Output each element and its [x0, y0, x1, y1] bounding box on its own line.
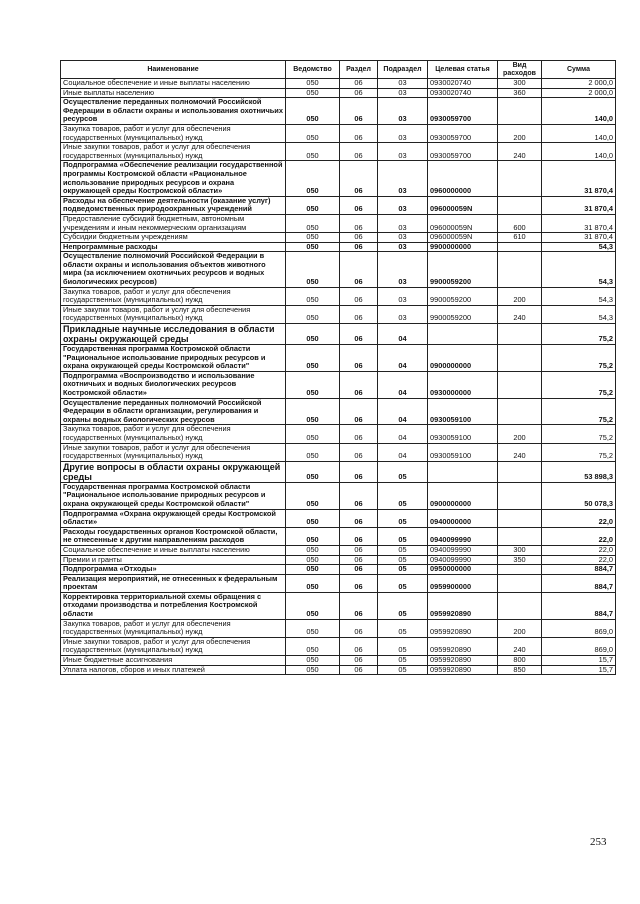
row-target-article: 0959900000 — [428, 574, 498, 592]
row-subsection: 05 — [378, 574, 428, 592]
row-target-article: 0940099990 — [428, 555, 498, 565]
row-sum: 15,7 — [542, 665, 616, 675]
row-expense-type: 200 — [498, 425, 542, 443]
row-section: 06 — [340, 619, 378, 637]
row-department: 050 — [286, 665, 340, 675]
row-department: 050 — [286, 233, 340, 243]
row-subsection: 03 — [378, 196, 428, 214]
row-subsection: 03 — [378, 242, 428, 252]
row-name: Иные выплаты населению — [61, 88, 286, 98]
row-department: 050 — [286, 443, 340, 461]
row-target-article: 0940099990 — [428, 527, 498, 545]
row-expense-type — [498, 398, 542, 425]
header-ved: Ведомство — [286, 61, 340, 79]
row-department: 050 — [286, 371, 340, 398]
row-department: 050 — [286, 425, 340, 443]
row-section: 06 — [340, 79, 378, 89]
row-subsection: 05 — [378, 656, 428, 666]
row-department: 050 — [286, 482, 340, 509]
row-target-article: 0930059700 — [428, 98, 498, 125]
row-name: Иные закупки товаров, работ и услуг для обеспечения государственных (муниципальных) нужд — [61, 637, 286, 655]
row-name: Предоставление субсидий бюджетным, автономным учреждениям и иным некоммерческим организациям — [61, 214, 286, 232]
row-sum: 22,0 — [542, 527, 616, 545]
table-row — [61, 79, 616, 89]
row-sum: 884,7 — [542, 565, 616, 575]
row-expense-type: 850 — [498, 665, 542, 675]
row-expense-type: 800 — [498, 656, 542, 666]
row-target-article: 0900000000 — [428, 345, 498, 372]
row-section: 06 — [340, 637, 378, 655]
row-subsection: 05 — [378, 592, 428, 619]
header-sum: Сумма — [542, 61, 616, 79]
row-subsection: 03 — [378, 252, 428, 287]
row-department: 050 — [286, 161, 340, 196]
row-section: 06 — [340, 443, 378, 461]
row-expense-type: 200 — [498, 124, 542, 142]
row-target-article — [428, 461, 498, 482]
row-expense-type — [498, 345, 542, 372]
row-department: 050 — [286, 345, 340, 372]
row-name: Социальное обеспечение и иные выплаты населению — [61, 79, 286, 89]
table-row — [61, 482, 616, 509]
row-section: 06 — [340, 545, 378, 555]
row-name: Корректировка территориальной схемы обращения с отходами производства и потребления Костромской области — [61, 592, 286, 619]
row-sum: 31 870,4 — [542, 214, 616, 232]
row-subsection: 05 — [378, 461, 428, 482]
row-department: 050 — [286, 287, 340, 305]
row-section: 06 — [340, 124, 378, 142]
row-sum: 884,7 — [542, 592, 616, 619]
row-name: Реализация мероприятий, не отнесенных к федеральным проектам — [61, 574, 286, 592]
row-name: Закупка товаров, работ и услуг для обеспечения государственных (муниципальных) нужд — [61, 287, 286, 305]
row-name: Непрограммные расходы — [61, 242, 286, 252]
row-name: Премии и гранты — [61, 555, 286, 565]
row-target-article: 9900059200 — [428, 305, 498, 323]
row-subsection: 04 — [378, 345, 428, 372]
row-section: 06 — [340, 371, 378, 398]
row-target-article: 096000059N — [428, 196, 498, 214]
row-name: Расходы государственных органов Костромской области, не отнесенные к другим направлениям расходов — [61, 527, 286, 545]
row-sum: 54,3 — [542, 305, 616, 323]
row-subsection: 03 — [378, 161, 428, 196]
row-name: Подпрограмма «Воспроизводство и использование охотничьих и водных биологических ресурсов Костромской области» — [61, 371, 286, 398]
row-sum: 140,0 — [542, 98, 616, 125]
row-sum: 53 898,3 — [542, 461, 616, 482]
table-row — [61, 592, 616, 619]
row-section: 06 — [340, 482, 378, 509]
row-sum: 54,3 — [542, 252, 616, 287]
row-sum: 75,2 — [542, 324, 616, 345]
table-body — [61, 79, 616, 675]
row-section: 06 — [340, 656, 378, 666]
row-department: 050 — [286, 509, 340, 527]
row-target-article: 9900059200 — [428, 287, 498, 305]
table-row — [61, 214, 616, 232]
row-expense-type — [498, 98, 542, 125]
row-subsection: 05 — [378, 637, 428, 655]
table-row — [61, 637, 616, 655]
table-row — [61, 124, 616, 142]
row-name: Подпрограмма «Охрана окружающей среды Костромской области» — [61, 509, 286, 527]
row-section: 06 — [340, 565, 378, 575]
row-expense-type — [498, 371, 542, 398]
table-row — [61, 252, 616, 287]
row-expense-type — [498, 242, 542, 252]
row-target-article: 0959920890 — [428, 592, 498, 619]
row-department: 050 — [286, 98, 340, 125]
row-subsection: 03 — [378, 305, 428, 323]
row-subsection: 03 — [378, 233, 428, 243]
row-name: Государственная программа Костромской области "Рациональное использование природных ресурсов и охрана окружающей среды Костромской области" — [61, 345, 286, 372]
table-row — [61, 398, 616, 425]
row-subsection: 05 — [378, 665, 428, 675]
row-target-article — [428, 324, 498, 345]
row-expense-type — [498, 527, 542, 545]
table-row — [61, 619, 616, 637]
row-subsection: 05 — [378, 509, 428, 527]
row-subsection: 05 — [378, 619, 428, 637]
row-subsection: 05 — [378, 527, 428, 545]
row-name: Подпрограмма «Обеспечение реализации государственной программы Костромской области «Рациональное использование природных ресурсов и охрана окружающей среды Костромской области» — [61, 161, 286, 196]
row-expense-type — [498, 252, 542, 287]
row-department: 050 — [286, 79, 340, 89]
row-target-article: 096000059N — [428, 233, 498, 243]
row-expense-type: 350 — [498, 555, 542, 565]
row-section: 06 — [340, 233, 378, 243]
row-name: Иные закупки товаров, работ и услуг для обеспечения государственных (муниципальных) нужд — [61, 305, 286, 323]
table-row — [61, 233, 616, 243]
row-department: 050 — [286, 527, 340, 545]
row-sum: 140,0 — [542, 124, 616, 142]
row-target-article: 096000059N — [428, 214, 498, 232]
row-department: 050 — [286, 324, 340, 345]
row-target-article: 0930059700 — [428, 124, 498, 142]
row-subsection: 03 — [378, 98, 428, 125]
row-department: 050 — [286, 214, 340, 232]
row-name: Иные закупки товаров, работ и услуг для обеспечения государственных (муниципальных) нужд — [61, 143, 286, 161]
row-expense-type: 240 — [498, 305, 542, 323]
row-section: 06 — [340, 214, 378, 232]
row-target-article: 0959920890 — [428, 637, 498, 655]
row-section: 06 — [340, 143, 378, 161]
row-name: Осуществление переданных полномочий Российской Федерации в области охраны и использования охотничьих ресурсов — [61, 98, 286, 125]
row-sum: 884,7 — [542, 574, 616, 592]
row-target-article: 0960000000 — [428, 161, 498, 196]
row-sum: 54,3 — [542, 242, 616, 252]
row-name: Прикладные научные исследования в области охраны окружающей среды — [61, 324, 286, 345]
row-expense-type — [498, 196, 542, 214]
row-name: Социальное обеспечение и иные выплаты населению — [61, 545, 286, 555]
row-subsection: 03 — [378, 88, 428, 98]
row-department: 050 — [286, 656, 340, 666]
row-sum: 75,2 — [542, 345, 616, 372]
row-section: 06 — [340, 425, 378, 443]
row-target-article: 0940099990 — [428, 545, 498, 555]
row-section: 06 — [340, 345, 378, 372]
table-row — [61, 345, 616, 372]
table-row — [61, 461, 616, 482]
row-department: 050 — [286, 565, 340, 575]
table-row — [61, 574, 616, 592]
row-expense-type: 240 — [498, 443, 542, 461]
row-expense-type: 300 — [498, 545, 542, 555]
row-name: Иные закупки товаров, работ и услуг для обеспечения государственных (муниципальных) нужд — [61, 443, 286, 461]
row-sum: 869,0 — [542, 637, 616, 655]
row-name: Уплата налогов, сборов и иных платежей — [61, 665, 286, 675]
row-target-article: 0950000000 — [428, 565, 498, 575]
header-expense-type: Вид расходов — [498, 61, 542, 79]
row-department: 050 — [286, 555, 340, 565]
row-sum: 869,0 — [542, 619, 616, 637]
row-subsection: 04 — [378, 324, 428, 345]
header-name: Наименование — [61, 61, 286, 79]
row-name: Осуществление переданных полномочий Российской Федерации в области организации, регулирования и охраны водных биологических ресурсов — [61, 398, 286, 425]
table-row — [61, 509, 616, 527]
table-row — [61, 371, 616, 398]
row-department: 050 — [286, 574, 340, 592]
table-row — [61, 143, 616, 161]
row-section: 06 — [340, 574, 378, 592]
row-name: Закупка товаров, работ и услуг для обеспечения государственных (муниципальных) нужд — [61, 124, 286, 142]
row-sum: 31 870,4 — [542, 161, 616, 196]
row-expense-type — [498, 574, 542, 592]
row-subsection: 05 — [378, 545, 428, 555]
row-target-article: 0930059100 — [428, 443, 498, 461]
row-name: Подпрограмма «Отходы» — [61, 565, 286, 575]
row-subsection: 04 — [378, 398, 428, 425]
row-expense-type — [498, 565, 542, 575]
page-number: 253 — [590, 836, 607, 848]
header-target-article: Целевая статья — [428, 61, 498, 79]
header-podrazdel: Подраздел — [378, 61, 428, 79]
row-department: 050 — [286, 461, 340, 482]
row-department: 050 — [286, 124, 340, 142]
row-name: Закупка товаров, работ и услуг для обеспечения государственных (муниципальных) нужд — [61, 619, 286, 637]
row-name: Государственная программа Костромской области "Рациональное использование природных ресурсов и охрана окружающей среды Костромской области" — [61, 482, 286, 509]
row-section: 06 — [340, 527, 378, 545]
row-section: 06 — [340, 665, 378, 675]
row-department: 050 — [286, 592, 340, 619]
row-expense-type: 600 — [498, 214, 542, 232]
budget-table — [60, 60, 616, 675]
row-target-article: 0930059700 — [428, 143, 498, 161]
row-name: Расходы на обеспечение деятельности (оказание услуг) подведомственных природоохранных учреждений — [61, 196, 286, 214]
row-section: 06 — [340, 592, 378, 619]
row-name: Осуществление полномочий Российской Федерации в области охраны и использования объектов животного мира (за исключением охотничьих ресурсов и водных биологических ресурсов) — [61, 252, 286, 287]
row-department: 050 — [286, 143, 340, 161]
row-department: 050 — [286, 252, 340, 287]
row-sum: 75,2 — [542, 398, 616, 425]
row-target-article: 0930020740 — [428, 79, 498, 89]
row-name: Субсидии бюджетным учреждениям — [61, 233, 286, 243]
row-expense-type — [498, 509, 542, 527]
row-section: 06 — [340, 305, 378, 323]
row-subsection: 04 — [378, 371, 428, 398]
row-sum: 22,0 — [542, 545, 616, 555]
row-target-article: 0930000000 — [428, 371, 498, 398]
row-section: 06 — [340, 287, 378, 305]
table-row — [61, 98, 616, 125]
row-sum: 15,7 — [542, 656, 616, 666]
row-sum: 50 078,3 — [542, 482, 616, 509]
table-row — [61, 527, 616, 545]
row-subsection: 03 — [378, 124, 428, 142]
row-section: 06 — [340, 461, 378, 482]
header-razdel: Раздел — [340, 61, 378, 79]
row-section: 06 — [340, 161, 378, 196]
row-department: 050 — [286, 545, 340, 555]
row-target-article: 9900059200 — [428, 252, 498, 287]
table-row — [61, 324, 616, 345]
row-target-article: 0959920890 — [428, 619, 498, 637]
row-sum: 2 000,0 — [542, 88, 616, 98]
row-sum: 31 870,4 — [542, 233, 616, 243]
row-expense-type: 360 — [498, 88, 542, 98]
row-section: 06 — [340, 509, 378, 527]
row-section: 06 — [340, 242, 378, 252]
row-sum: 75,2 — [542, 371, 616, 398]
table-row — [61, 287, 616, 305]
row-subsection: 03 — [378, 214, 428, 232]
row-department: 050 — [286, 242, 340, 252]
row-expense-type: 240 — [498, 143, 542, 161]
row-section: 06 — [340, 252, 378, 287]
row-department: 050 — [286, 196, 340, 214]
row-expense-type: 300 — [498, 79, 542, 89]
row-subsection: 03 — [378, 79, 428, 89]
row-target-article: 0930059100 — [428, 398, 498, 425]
row-expense-type: 610 — [498, 233, 542, 243]
row-target-article: 9900000000 — [428, 242, 498, 252]
row-department: 050 — [286, 619, 340, 637]
row-name: Другие вопросы в области охраны окружающей среды — [61, 461, 286, 482]
table-row — [61, 425, 616, 443]
row-section: 06 — [340, 555, 378, 565]
row-section: 06 — [340, 98, 378, 125]
table-row — [61, 545, 616, 555]
table-row — [61, 656, 616, 666]
row-subsection: 03 — [378, 143, 428, 161]
row-subsection: 05 — [378, 482, 428, 509]
row-sum: 22,0 — [542, 555, 616, 565]
table-row — [61, 88, 616, 98]
row-subsection: 04 — [378, 443, 428, 461]
table-row — [61, 665, 616, 675]
row-sum: 140,0 — [542, 143, 616, 161]
row-target-article: 0930059100 — [428, 425, 498, 443]
row-expense-type — [498, 161, 542, 196]
row-expense-type: 200 — [498, 287, 542, 305]
row-target-article: 0900000000 — [428, 482, 498, 509]
row-subsection: 05 — [378, 555, 428, 565]
table-row — [61, 565, 616, 575]
row-section: 06 — [340, 196, 378, 214]
row-section: 06 — [340, 88, 378, 98]
row-department: 050 — [286, 398, 340, 425]
row-target-article: 0930020740 — [428, 88, 498, 98]
row-section: 06 — [340, 398, 378, 425]
row-expense-type — [498, 461, 542, 482]
row-sum: 75,2 — [542, 425, 616, 443]
row-expense-type: 200 — [498, 619, 542, 637]
table-row — [61, 196, 616, 214]
table-header-row — [61, 61, 616, 79]
row-name: Закупка товаров, работ и услуг для обеспечения государственных (муниципальных) нужд — [61, 425, 286, 443]
row-department: 050 — [286, 88, 340, 98]
table-row — [61, 242, 616, 252]
row-sum: 31 870,4 — [542, 196, 616, 214]
table-row — [61, 161, 616, 196]
table-row — [61, 555, 616, 565]
row-subsection: 03 — [378, 287, 428, 305]
row-expense-type — [498, 592, 542, 619]
row-subsection: 04 — [378, 425, 428, 443]
row-expense-type — [498, 482, 542, 509]
row-expense-type — [498, 324, 542, 345]
row-target-article: 0959920890 — [428, 665, 498, 675]
row-sum: 54,3 — [542, 287, 616, 305]
row-department: 050 — [286, 305, 340, 323]
row-section: 06 — [340, 324, 378, 345]
row-sum: 2 000,0 — [542, 79, 616, 89]
row-target-article: 0940000000 — [428, 509, 498, 527]
row-sum: 22,0 — [542, 509, 616, 527]
row-target-article: 0959920890 — [428, 656, 498, 666]
row-name: Иные бюджетные ассигнования — [61, 656, 286, 666]
row-expense-type: 240 — [498, 637, 542, 655]
row-sum: 75,2 — [542, 443, 616, 461]
row-department: 050 — [286, 637, 340, 655]
table-row — [61, 305, 616, 323]
table-row — [61, 443, 616, 461]
row-subsection: 05 — [378, 565, 428, 575]
